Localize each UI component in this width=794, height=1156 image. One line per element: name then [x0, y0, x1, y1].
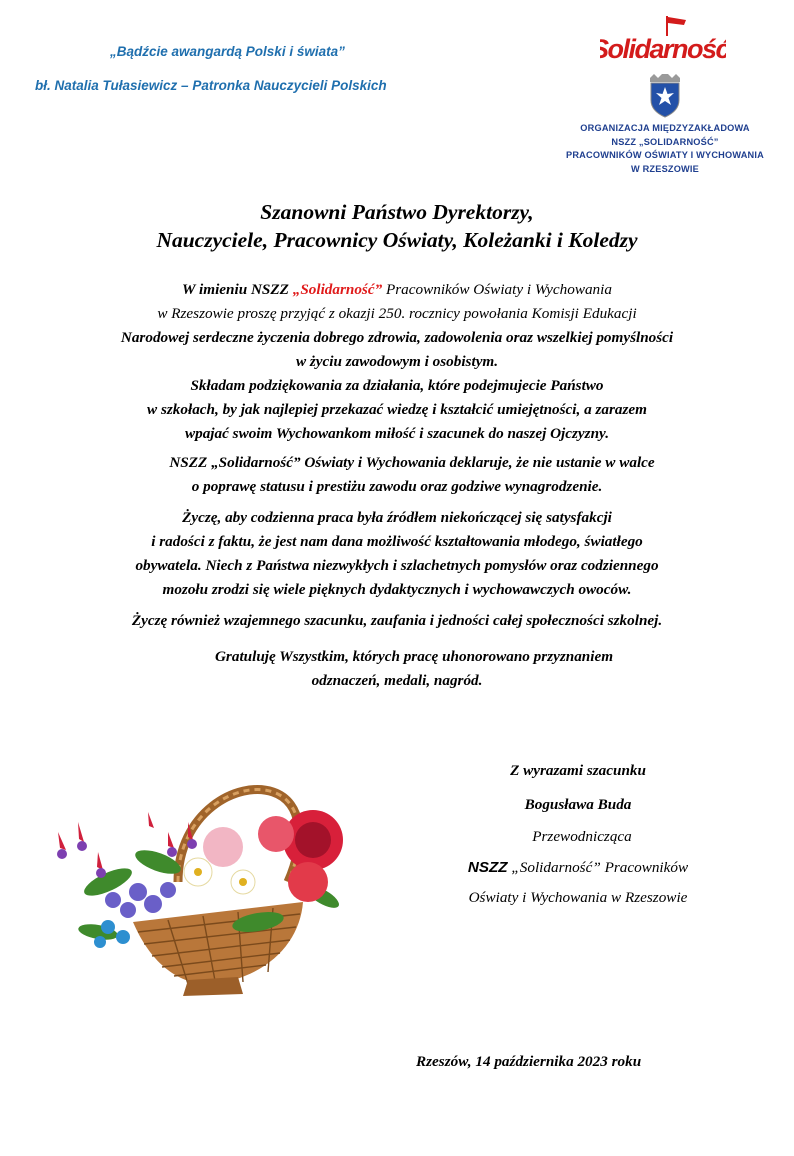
text-run: Oświaty i Wychowania deklaruje, że nie ustanie w walce — [300, 454, 655, 471]
closing-phrase: Z wyrazami szacunku — [510, 762, 646, 779]
text-line: wpajać swoim Wychowankom miłość i szacunek do naszej Ojczyzny. — [184, 425, 610, 442]
motto-quote: „Bądźcie awangardą Polski i świata” — [110, 44, 345, 59]
text-run: W imieniu NSZZ — [182, 281, 293, 298]
solidarnosc-highlight: „Solidarność” — [292, 281, 383, 298]
text-line: Gratuluję Wszystkim, których pracę uhonorowano przyznaniem — [214, 648, 614, 665]
text-run: Pracowników Oświaty i Wychowania — [382, 281, 612, 298]
text-run: w Rzeszowie proszę przyjąć — [157, 305, 329, 322]
org-line: W RZESZOWIE — [630, 163, 700, 174]
text-line — [0, 451, 794, 475]
text-line: Życzę, aby codzienna praca była źródłem niekończącej się satysfakcji — [182, 509, 612, 526]
text-line: odznaczeń, medali, nagród. — [311, 672, 483, 689]
text-line: w życiu zawodowym i osobistym. — [295, 353, 499, 370]
flower-basket-image — [38, 772, 348, 1004]
paragraph-wishes — [0, 278, 794, 446]
text-run: NSZZ — [169, 454, 212, 471]
text-line: mozołu zrodzi się wiele pięknych dydaktycznych i wychowawczych owoców. — [162, 581, 632, 598]
organization-name — [545, 122, 785, 176]
text-line: Narodowej serdeczne życzenia dobrego zdrowia, zadowolenia oraz wszelkiej pomyślności — [120, 329, 674, 346]
coat-of-arms-icon — [646, 72, 684, 118]
svg-text:Solidarność: Solidarność — [600, 34, 726, 64]
text-run: „Solidarność” — [211, 454, 301, 471]
text-line — [0, 278, 794, 302]
heading-line: Nauczyciele, Pracownicy Oświaty, Koleżanki i Koledzy — [156, 228, 638, 252]
text-run: „Solidarność” Pracowników — [507, 859, 689, 876]
text-line: w szkołach, by jak najlepiej przekazać wiedzę i kształcić umiejętności, a zarazem — [147, 401, 647, 418]
text-run: z okazji 250. rocznicy powołania Komisji Edukacji — [328, 305, 637, 322]
greeting-heading — [0, 198, 794, 254]
text-line — [0, 302, 794, 326]
text-line: obywatela. Niech z Państwa niezwykłych i szlachetnych pomysłów oraz codziennego — [135, 557, 659, 574]
text-line: o poprawę statusu i prestiżu zawodu oraz godziwe wynagrodzenie. — [191, 478, 603, 495]
signatory-name: Bogusława Buda — [524, 796, 632, 813]
org-line: PRACOWNIKÓW OŚWIATY I WYCHOWANIA — [566, 150, 764, 160]
paragraph-satisfaction — [0, 506, 794, 602]
org-line: NSZZ „SOLIDARNOŚĆ” — [611, 136, 719, 147]
text-run: NSZZ — [467, 859, 508, 876]
signatory-org-line — [440, 859, 716, 877]
paragraph-declaration — [0, 451, 794, 499]
heading-line: Szanowni Państwo Dyrektorzy, — [260, 200, 534, 224]
text-line: Życzę również wzajemnego szacunku, zaufania i jedności całej społeczności szkolnej. — [131, 612, 663, 629]
motto-author: bł. Natalia Tułasiewicz – Patronka Nauczycieli Polskich — [35, 78, 387, 93]
paragraph-congratulations — [0, 645, 794, 693]
signatory-org-line: Oświaty i Wychowania w Rzeszowie — [468, 889, 688, 906]
letter-date: Rzeszów, 14 października 2023 roku — [416, 1053, 642, 1070]
text-line: i radości z faktu, że jest nam dana możliwość kształtowania młodego, światłego — [151, 533, 643, 550]
org-line: ORGANIZACJA MIĘDZYZAKŁADOWA — [580, 123, 750, 133]
solidarnosc-logo — [600, 14, 726, 68]
paragraph-respect — [0, 609, 794, 633]
text-line: Składam podziękowania za działania, które podejmujecie Państwo — [190, 377, 604, 394]
signatory-role: Przewodnicząca — [532, 828, 632, 845]
